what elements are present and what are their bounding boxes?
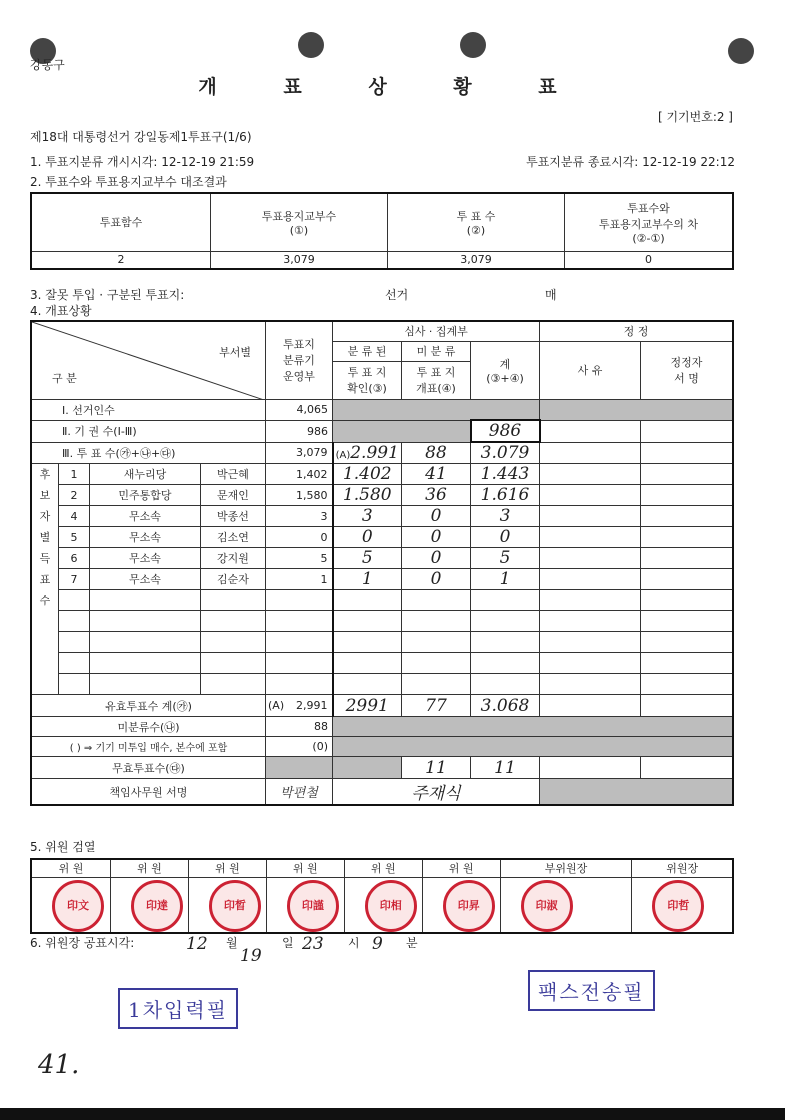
header-issued: 투표용지교부수 (①) — [211, 193, 388, 251]
candidate-sorter-count: 5 — [266, 548, 333, 569]
sort-start-time: 1. 투표지분류 개시시각: 12-12-19 21:59 — [30, 155, 255, 169]
section-2-title: 2. 투표수와 투표용지교부수 대조결과 — [30, 175, 227, 189]
candidate-sorter-count — [266, 632, 333, 653]
row-unclassified-value: 88 — [266, 717, 333, 737]
ballot-reconciliation-table — [30, 192, 734, 270]
header-unclassified: 미 분 류 — [402, 341, 471, 361]
correction-reason — [540, 674, 641, 695]
committee-member-title: 위 원 — [266, 859, 344, 877]
row-unclassified-label: 미분류수(㉯) — [31, 717, 266, 737]
committee-seal: 印淑 — [521, 880, 573, 932]
row-abstain-label: Ⅱ. 기 권 수(Ⅰ-Ⅲ) — [31, 420, 266, 442]
candidate-name — [201, 653, 266, 674]
committee-seal: 印晳 — [209, 880, 261, 932]
committee-seal: 印謹 — [287, 880, 339, 932]
candidate-number: 4 — [59, 506, 90, 527]
gray-cell — [266, 757, 333, 779]
row-abstain-value: 986 — [266, 420, 333, 442]
candidate-classified — [333, 590, 402, 611]
row-votes-classified: (A)2.991 — [333, 442, 402, 464]
correction-signer — [641, 569, 734, 590]
officer-signature-2: 주재식 — [333, 779, 540, 806]
punch-hole — [728, 38, 754, 64]
row-votes-value: 3,079 — [266, 442, 333, 464]
candidate-name — [201, 611, 266, 632]
candidate-sum: 1 — [471, 569, 540, 590]
correction-signer — [641, 548, 734, 569]
row-valid-sum: 3.068 — [471, 695, 540, 717]
announce-day-label: 일 — [282, 936, 294, 950]
row-invalid-unclassified: 11 — [402, 757, 471, 779]
value-votes: 3,079 — [388, 251, 565, 269]
header-gubun: 구 분 — [52, 372, 77, 385]
committee-member-title: 위 원 — [422, 859, 500, 877]
correction-reason — [540, 590, 641, 611]
header-review: 심사 · 집계부 — [333, 321, 540, 341]
candidate-sorter-count: 1,402 — [266, 464, 333, 485]
candidate-name — [201, 632, 266, 653]
candidate-number — [59, 674, 90, 695]
candidate-sorter-count: 1,580 — [266, 485, 333, 506]
committee-seal-cell — [500, 877, 632, 933]
candidate-classified — [333, 632, 402, 653]
committee-table — [30, 858, 734, 934]
row-valid-unclassified: 77 — [402, 695, 471, 717]
header-sorter: 투표지 분류기 운영부 — [266, 321, 333, 399]
correction-reason — [540, 632, 641, 653]
candidate-party: 새누리당 — [90, 464, 201, 485]
correction-signer — [641, 653, 734, 674]
page-title: 개 표 상 황 표 — [198, 76, 587, 98]
candidate-sum — [471, 632, 540, 653]
correction-reason — [540, 506, 641, 527]
header-diff: 투표수와 투표용지교부수의 차 (②-①) — [565, 193, 734, 251]
candidate-party: 무소속 — [90, 506, 201, 527]
correction-signer — [641, 590, 734, 611]
candidate-classified: 5 — [333, 548, 402, 569]
candidate-party: 무소속 — [90, 527, 201, 548]
candidate-sorter-count — [266, 674, 333, 695]
announce-hour-label: 시 — [348, 936, 360, 950]
row-valid-label: 유효투표수 계(㉮) — [31, 695, 266, 717]
candidate-name: 김순자 — [201, 569, 266, 590]
committee-member-title: 위 원 — [31, 859, 110, 877]
correction-reason — [540, 485, 641, 506]
officer-signature-1: 박편철 — [266, 779, 333, 806]
gray-cell — [540, 779, 734, 806]
candidate-party: 무소속 — [90, 569, 201, 590]
candidate-unclassified: 0 — [402, 527, 471, 548]
candidate-party — [90, 674, 201, 695]
candidate-number: 7 — [59, 569, 90, 590]
row-abstain-handwritten: 986 — [471, 420, 540, 442]
candidate-number: 5 — [59, 527, 90, 548]
gray-cell — [333, 717, 734, 737]
candidate-party: 무소속 — [90, 548, 201, 569]
row-valid-value: (A) 2,991 — [266, 695, 333, 717]
correction-signer — [641, 632, 734, 653]
candidate-classified: 1.580 — [333, 485, 402, 506]
committee-seal-cell — [31, 877, 110, 933]
gray-cell — [333, 420, 471, 442]
row-invalid-sum: 11 — [471, 757, 540, 779]
candidate-sum: 1.443 — [471, 464, 540, 485]
first-input-stamp: 1차입력필 — [118, 988, 238, 1029]
row-electors-label: Ⅰ. 선거인수 — [31, 399, 266, 420]
gray-cell — [540, 399, 734, 420]
row-invalid-label: 무효투표수(㉰) — [31, 757, 266, 779]
candidate-number: 6 — [59, 548, 90, 569]
fax-sent-stamp: 팩스전송필 — [528, 970, 655, 1011]
row-machine-value: (0) — [266, 737, 333, 757]
value-box-count: 2 — [31, 251, 211, 269]
announce-hour: 23 — [302, 934, 324, 954]
committee-seal: 印相 — [365, 880, 417, 932]
committee-member-title: 위원장 — [632, 859, 733, 877]
candidate-name: 박근혜 — [201, 464, 266, 485]
candidate-unclassified: 0 — [402, 569, 471, 590]
section-3-unit: 매 — [545, 288, 557, 302]
correction-reason — [540, 548, 641, 569]
committee-seal-cell — [110, 877, 188, 933]
candidate-number — [59, 590, 90, 611]
candidate-sorter-count: 1 — [266, 569, 333, 590]
candidate-number — [59, 632, 90, 653]
sort-end-time: 투표지분류 종료시각: 12-12-19 22:12 — [526, 155, 735, 169]
diagonal-line — [32, 322, 264, 400]
candidate-sum: 0 — [471, 527, 540, 548]
candidate-sorter-count — [266, 590, 333, 611]
announce-minute-label: 분 — [406, 936, 418, 950]
section-5-title: 5. 위원 검열 — [30, 840, 96, 854]
candidate-name: 문재인 — [201, 485, 266, 506]
candidate-sum — [471, 674, 540, 695]
announce-month: 12 — [186, 934, 208, 954]
gray-cell — [333, 399, 540, 420]
committee-seal-cell — [632, 877, 733, 933]
announce-month-label: 월 — [226, 936, 238, 950]
candidate-number — [59, 611, 90, 632]
punch-hole — [298, 32, 324, 58]
header-sum: 계 (③+④) — [471, 341, 540, 399]
header-classified-sub: 투 표 지 확인(③) — [333, 361, 402, 399]
committee-seal-cell — [188, 877, 266, 933]
row-officer-label: 책임사무원 서명 — [31, 779, 266, 806]
candidate-classified: 1 — [333, 569, 402, 590]
gray-cell — [333, 737, 734, 757]
candidate-rows — [31, 464, 733, 695]
candidate-sorter-count — [266, 653, 333, 674]
header-correction: 정 정 — [540, 321, 734, 341]
correction-reason — [540, 527, 641, 548]
candidate-party — [90, 611, 201, 632]
candidate-number — [59, 653, 90, 674]
row-votes-label: Ⅲ. 투 표 수(㉮+㉯+㉰) — [31, 442, 266, 464]
correction-reason — [540, 653, 641, 674]
candidate-unclassified — [402, 611, 471, 632]
correction-signer — [641, 527, 734, 548]
header-classified: 분 류 된 — [333, 341, 402, 361]
gray-cell — [333, 757, 402, 779]
election-name: 제18대 대통령선거 강일동제1투표구(1/6) — [30, 130, 252, 144]
row-votes-unclassified: 88 — [402, 442, 471, 464]
candidate-number: 2 — [59, 485, 90, 506]
candidate-unclassified — [402, 632, 471, 653]
header-dept: 부서별 — [219, 346, 251, 359]
candidate-unclassified: 41 — [402, 464, 471, 485]
candidate-side-label: 후 보 자 별 득 표 수 — [31, 464, 59, 695]
committee-seal: 印哲 — [652, 880, 704, 932]
candidate-number: 1 — [59, 464, 90, 485]
correction-reason — [540, 569, 641, 590]
announce-minute: 9 — [372, 934, 383, 954]
announce-day: 19 — [240, 946, 262, 966]
header-signer: 정정자 서 명 — [641, 341, 734, 399]
committee-member-title: 위 원 — [188, 859, 266, 877]
candidate-classified: 1.402 — [333, 464, 402, 485]
scan-edge — [0, 1108, 785, 1120]
punch-hole — [460, 32, 486, 58]
section-3-election: 선거 — [385, 288, 409, 302]
candidate-classified: 0 — [333, 527, 402, 548]
candidate-sum — [471, 590, 540, 611]
candidate-unclassified: 0 — [402, 548, 471, 569]
candidate-sum — [471, 611, 540, 632]
candidate-unclassified — [402, 674, 471, 695]
committee-seal-cell — [266, 877, 344, 933]
header-unclassified-sub: 투 표 지 개표(④) — [402, 361, 471, 399]
candidate-sum — [471, 653, 540, 674]
candidate-sum: 3 — [471, 506, 540, 527]
candidate-unclassified — [402, 590, 471, 611]
row-votes-sum: 3.079 — [471, 442, 540, 464]
candidate-name: 강지원 — [201, 548, 266, 569]
candidate-party — [90, 653, 201, 674]
candidate-sorter-count: 3 — [266, 506, 333, 527]
candidate-classified: 3 — [333, 506, 402, 527]
committee-member-title: 위 원 — [344, 859, 422, 877]
committee-seal: 印昇 — [443, 880, 495, 932]
candidate-classified — [333, 674, 402, 695]
committee-seal: 印達 — [131, 880, 183, 932]
correction-signer — [641, 464, 734, 485]
candidate-party: 민주통합당 — [90, 485, 201, 506]
correction-signer — [641, 506, 734, 527]
candidate-party — [90, 632, 201, 653]
candidate-sum: 1.616 — [471, 485, 540, 506]
candidate-sorter-count — [266, 611, 333, 632]
committee-seal: 印文 — [52, 880, 104, 932]
candidate-party — [90, 590, 201, 611]
candidate-name — [201, 590, 266, 611]
header-box-count: 투표함수 — [31, 193, 211, 251]
committee-member-title: 위 원 — [110, 859, 188, 877]
candidate-name: 김소연 — [201, 527, 266, 548]
row-electors-value: 4,065 — [266, 399, 333, 420]
committee-member-title: 부위원장 — [500, 859, 632, 877]
correction-signer — [641, 611, 734, 632]
correction-signer — [641, 674, 734, 695]
device-number: [ 기기번호:2 ] — [657, 110, 733, 124]
candidate-classified — [333, 653, 402, 674]
correction-reason — [540, 464, 641, 485]
section-3-title: 3. 잘못 투입 · 구분된 투표지: — [30, 288, 185, 302]
committee-seal-cell — [344, 877, 422, 933]
candidate-unclassified: 0 — [402, 506, 471, 527]
candidate-name — [201, 674, 266, 695]
candidate-classified — [333, 611, 402, 632]
candidate-unclassified: 36 — [402, 485, 471, 506]
committee-seal-cell — [422, 877, 500, 933]
district-label: 강동구 — [30, 58, 65, 72]
header-diagonal — [31, 321, 266, 399]
row-machine-label: ( ) ⇒ 기기 미투입 매수, 본수에 포함 — [31, 737, 266, 757]
value-diff: 0 — [565, 251, 734, 269]
candidate-name: 박종선 — [201, 506, 266, 527]
header-votes: 투 표 수 (②) — [388, 193, 565, 251]
vote-count-table — [30, 320, 734, 806]
correction-signer — [641, 485, 734, 506]
section-6-title: 6. 위원장 공표시각: — [30, 936, 135, 950]
header-reason: 사 유 — [540, 341, 641, 399]
row-valid-classified: 2991 — [333, 695, 402, 717]
candidate-sum: 5 — [471, 548, 540, 569]
value-issued: 3,079 — [211, 251, 388, 269]
footnote-number: 41. — [38, 1050, 80, 1080]
candidate-sorter-count: 0 — [266, 527, 333, 548]
candidate-unclassified — [402, 653, 471, 674]
section-4-title: 4. 개표상황 — [30, 304, 92, 318]
correction-reason — [540, 611, 641, 632]
